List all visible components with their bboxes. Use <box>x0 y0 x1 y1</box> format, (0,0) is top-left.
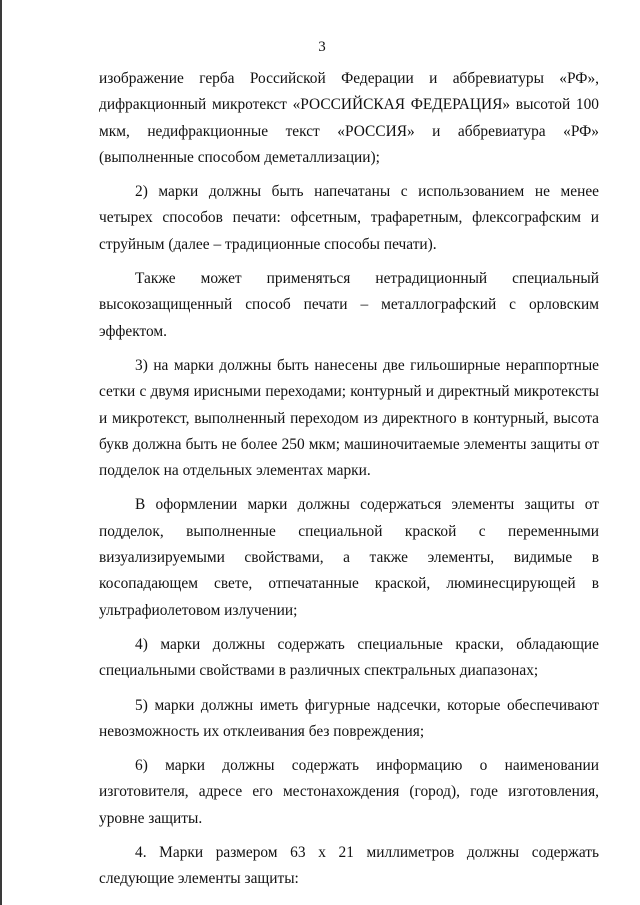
paragraph-stamp-size-requirements: 4. Марки размером 63 х 21 миллиметров должны содержать следующие элементы защиты: <box>99 844 599 888</box>
paragraph-printing-methods: 2) марки должны быть напечатаны с использованием не менее четырех способов печати: офсетным, трафаретным, флексографским и струйным (далее – традиционные способы печати). <box>99 183 599 253</box>
page-number: 3 <box>318 39 326 55</box>
paragraph-manufacturer-info: 6) марки должны содержать информацию о наименовании изготовителя, адресе его местонахождения (город), годе изготовления, уровне защиты. <box>99 757 599 827</box>
paragraph-nontraditional-printing: Также может применяться нетрадиционный специальный высокозащищенный способ печати – металлографский с орловским эффектом. <box>99 270 599 340</box>
paragraph-die-cuts: 5) марки должны иметь фигурные надсечки, которые обеспечивают невозможность их отклеивания без повреждения; <box>99 696 599 740</box>
paragraph-special-ink-protection: В оформлении марки должны содержаться элементы защиты от подделок, выполненные специальной краской с переменными визуализируемыми свойствами, а также элементы, видимые в косопадающем свете, отпечатанные краской, люминесцирующей в ультрафиолетовом излучении; <box>99 496 599 619</box>
paragraph-special-inks: 4) марки должны содержать специальные краски, обладающие специальными свойствами в различных спектральных диапазонах; <box>99 635 599 680</box>
document-body <box>99 66 599 901</box>
paragraph-guilloche-grids: 3) на марки должны быть нанесены две гильоширные нераппортные сетки с двумя ирисными переходами; контурный и директный микротексты и микротекст, выполненный переходом из директного в контурный, высота букв должна быть не более 250 мкм; машиночитаемые элементы защиты от подделок на отдельных элементах марки. <box>99 356 599 480</box>
paragraph-emblem-continuation: изображение герба Российской Федерации и аббревиатуры «РФ», дифракционный микротекст «РОССИЙСКАЯ ФЕДЕРАЦИЯ» высотой 100 мкм, недифракционные текст «РОССИЯ» и аббревиатура «РФ» (выполненные способом деметаллизации); <box>99 70 599 166</box>
